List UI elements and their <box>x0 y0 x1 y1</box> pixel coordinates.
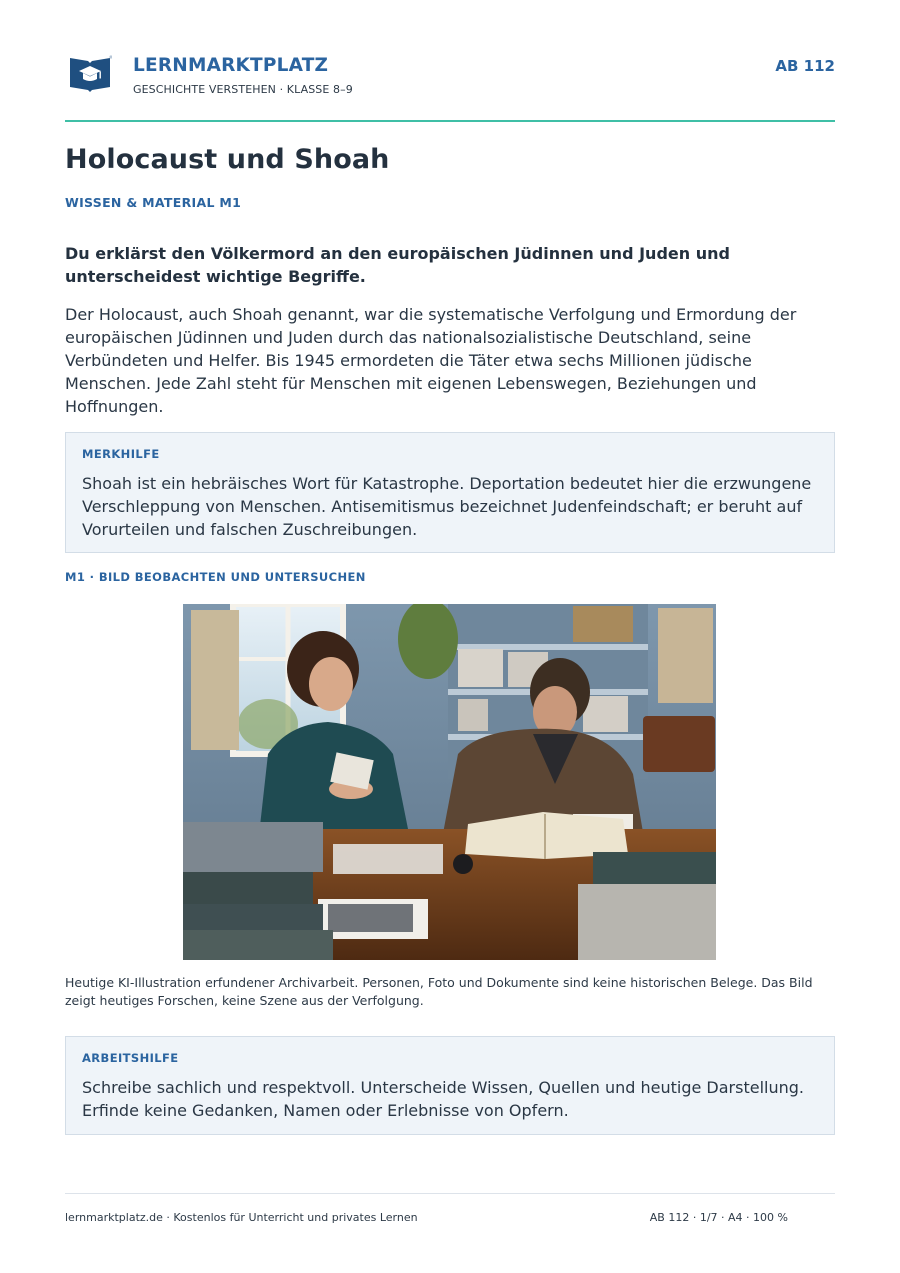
page-header <box>65 50 835 122</box>
graduation-cap-book-icon <box>68 54 112 92</box>
arbeitshilfe-text: Schreibe sachlich und respektvoll. Unterscheide Wissen, Quellen und heutige Darstellung. Erfinde keine Gedanken, Namen oder Erlebnisse von Opfern. <box>82 1078 804 1120</box>
brand-name: LERNMARKTPLATZ <box>133 55 329 76</box>
section-kicker: WISSEN & MATERIAL M1 <box>65 195 242 210</box>
footer-site-info: lernmarktplatz.de · Kostenlos für Unterricht und privates Lernen <box>65 1211 418 1224</box>
learning-goal: Du erklärst den Völkermord an den europäischen Jüdinnen und Juden und unterscheidest wichtige Begriffe. <box>65 244 730 286</box>
brand-subtitle: GESCHICHTE VERSTEHEN · KLASSE 8–9 <box>133 83 353 96</box>
merkhilfe-text: Shoah ist ein hebräisches Wort für Katastrophe. Deportation bedeutet hier die erzwungene Verschleppung von Menschen. Antisemitismus bezeichnet Judenfeindschaft; er beruht auf Vorurteilen und falschen Zuschreibungen. <box>82 474 812 539</box>
intro-paragraph: Der Holocaust, auch Shoah genannt, war die systematische Verfolgung und Ermordung der europäischen Jüdinnen und Juden durch das nationalsozialistische Deutschland, seine Verbündeten und Helfer. Bis 1945 ermordeten die Täter etwa sechs Millionen jüdische Menschen. Jede Zahl steht für Menschen mit eigenen Lebenswegen, Beziehungen und Hoffnungen. <box>65 305 797 416</box>
merkhilfe-box <box>65 432 835 553</box>
material-label: M1 · BILD BEOBACHTEN UND UNTERSUCHEN <box>65 570 366 584</box>
sheet-code: AB 112 <box>775 57 835 75</box>
arbeitshilfe-box <box>65 1036 835 1135</box>
page-title: Holocaust und Shoah <box>65 144 390 175</box>
image-caption: Heutige KI-Illustration erfundener Archivarbeit. Personen, Foto und Dokumente sind keine historischen Belege. Das Bild zeigt heutiges Forschen, keine Szene aus der Verfolgung. <box>65 975 813 1008</box>
footer-divider <box>65 1193 835 1194</box>
footer-page-info: AB 112 · 1/7 · A4 · 100 % <box>649 1211 788 1224</box>
header-divider <box>65 120 835 122</box>
merkhilfe-label: MERKHILFE <box>82 447 160 461</box>
worksheet-page <box>65 0 835 1273</box>
archive-illustration <box>183 604 716 960</box>
arbeitshilfe-label: ARBEITSHILFE <box>82 1051 179 1065</box>
